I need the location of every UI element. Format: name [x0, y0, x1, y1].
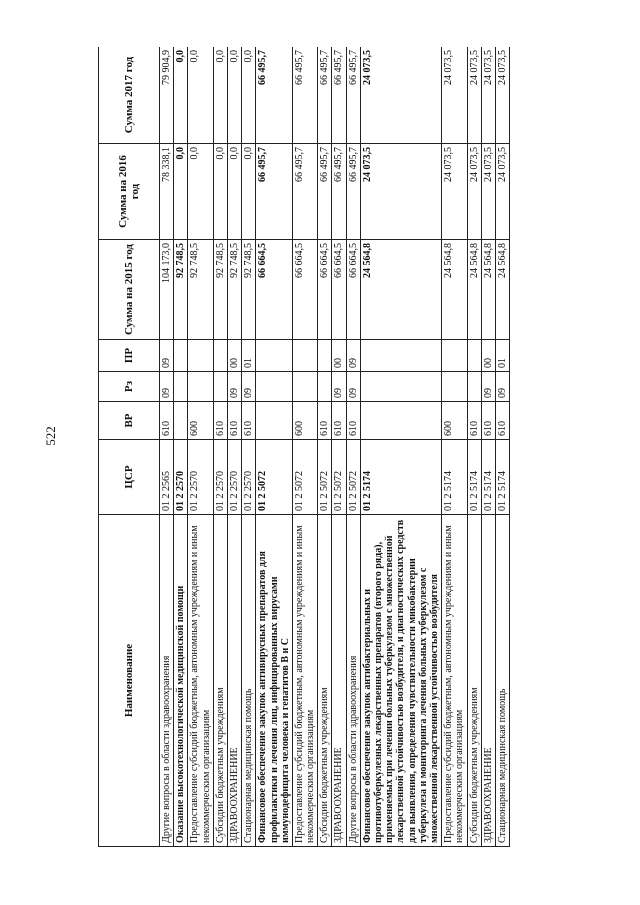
cell-rz [442, 372, 467, 402]
cell-rz [213, 372, 227, 402]
cell-rz [467, 372, 481, 402]
table-row [242, 47, 256, 847]
cell-pr: 00 [332, 340, 346, 372]
cell-sum-2017: 24 073,5 [442, 47, 467, 144]
cell-name: Другие вопросы в области здравоохранения [160, 515, 174, 847]
cell-name: Другие вопросы в области здравоохранения [346, 515, 360, 847]
cell-csr: 01 2 2570 [188, 440, 213, 515]
cell-rz [318, 372, 332, 402]
cell-sum-2015: 92 748,5 [227, 240, 241, 340]
cell-vr: 600 [292, 402, 317, 440]
cell-name: Стационарная медицинская помощь [495, 515, 509, 847]
cell-pr [188, 340, 213, 372]
cell-name: Предоставление субсидий бюджетным, автономным учреждениям и иным некоммерческим организациям [188, 515, 213, 847]
cell-sum-2016: 0,0 [227, 144, 241, 240]
cell-sum-2016: 66 495,7 [256, 144, 293, 240]
cell-sum-2015: 66 664,5 [346, 240, 360, 340]
cell-sum-2016: 0,0 [213, 144, 227, 240]
cell-vr: 610 [332, 402, 346, 440]
cell-sum-2016: 0,0 [188, 144, 213, 240]
table-row [292, 47, 317, 847]
cell-rz [256, 372, 293, 402]
header-vr: ВР [99, 402, 160, 440]
cell-rz: 09 [160, 372, 174, 402]
cell-sum-2015: 92 748,5 [242, 240, 256, 340]
cell-sum-2017: 0,0 [242, 47, 256, 144]
table-row [227, 47, 241, 847]
table-row [481, 47, 495, 847]
header-sum-2016: Сумма на 2016 год [99, 144, 160, 240]
cell-sum-2015: 24 564,8 [467, 240, 481, 340]
table-row [256, 47, 293, 847]
cell-name: ЗДРАВООХРАНЕНИЕ [227, 515, 241, 847]
cell-name: Предоставление субсидий бюджетным, автономным учреждениям и иным некоммерческим организациям [292, 515, 317, 847]
cell-vr: 610 [467, 402, 481, 440]
cell-sum-2015: 24 564,8 [360, 240, 441, 340]
cell-sum-2016: 0,0 [242, 144, 256, 240]
cell-csr: 01 2 5174 [442, 440, 467, 515]
table-row [174, 47, 188, 847]
cell-sum-2016: 24 073,5 [467, 144, 481, 240]
table-header-row [99, 47, 160, 847]
table-row [360, 47, 441, 847]
cell-rz: 09 [242, 372, 256, 402]
cell-csr: 01 2 2570 [227, 440, 241, 515]
cell-rz [188, 372, 213, 402]
header-sum-2017: Сумма 2017 год [99, 47, 160, 144]
cell-sum-2016: 66 495,7 [332, 144, 346, 240]
cell-csr: 01 2 5072 [346, 440, 360, 515]
cell-sum-2017: 24 073,5 [481, 47, 495, 144]
cell-sum-2016: 78 338,1 [160, 144, 174, 240]
cell-sum-2017: 0,0 [174, 47, 188, 144]
cell-vr: 600 [188, 402, 213, 440]
header-rz: Рз [99, 372, 160, 402]
rotated-page-content [98, 47, 583, 847]
header-sum-2015: Сумма на 2015 год [99, 240, 160, 340]
cell-pr: 01 [242, 340, 256, 372]
cell-csr: 01 2 5174 [467, 440, 481, 515]
cell-csr: 01 2 5072 [332, 440, 346, 515]
cell-name: Оказание высокотехнологической медицинской помощи [174, 515, 188, 847]
cell-csr: 01 2 5072 [256, 440, 293, 515]
cell-vr [256, 402, 293, 440]
cell-csr: 01 2 2570 [174, 440, 188, 515]
table-row [495, 47, 509, 847]
cell-rz: 09 [346, 372, 360, 402]
cell-csr: 01 2 2570 [242, 440, 256, 515]
cell-sum-2017: 66 495,7 [256, 47, 293, 144]
cell-pr: 00 [227, 340, 241, 372]
cell-vr: 610 [481, 402, 495, 440]
cell-csr: 01 2 5072 [292, 440, 317, 515]
cell-rz: 09 [227, 372, 241, 402]
cell-vr: 610 [227, 402, 241, 440]
cell-sum-2017: 66 495,7 [346, 47, 360, 144]
cell-name: Субсидии бюджетным учреждениям [467, 515, 481, 847]
cell-pr: 00 [481, 340, 495, 372]
cell-sum-2017: 79 904,9 [160, 47, 174, 144]
cell-sum-2016: 24 073,5 [442, 144, 467, 240]
cell-sum-2016: 24 073,5 [481, 144, 495, 240]
cell-vr [360, 402, 441, 440]
cell-rz: 09 [481, 372, 495, 402]
cell-name: ЗДРАВООХРАНЕНИЕ [332, 515, 346, 847]
table-row [332, 47, 346, 847]
cell-sum-2015: 66 664,5 [332, 240, 346, 340]
cell-sum-2015: 104 173,0 [160, 240, 174, 340]
cell-pr: 01 [495, 340, 509, 372]
table-row [318, 47, 332, 847]
header-pr: ПР [99, 340, 160, 372]
table-row [467, 47, 481, 847]
cell-sum-2016: 66 495,7 [292, 144, 317, 240]
cell-csr: 01 2 2565 [160, 440, 174, 515]
cell-sum-2017: 66 495,7 [318, 47, 332, 144]
table-body [160, 47, 510, 847]
cell-rz [360, 372, 441, 402]
cell-csr: 01 2 5072 [318, 440, 332, 515]
cell-vr: 610 [346, 402, 360, 440]
cell-sum-2015: 66 664,5 [256, 240, 293, 340]
cell-name: Субсидии бюджетным учреждениям [318, 515, 332, 847]
cell-vr: 610 [242, 402, 256, 440]
cell-name: ЗДРАВООХРАНЕНИЕ [481, 515, 495, 847]
cell-pr: 09 [346, 340, 360, 372]
cell-sum-2016: 66 495,7 [346, 144, 360, 240]
table-row [346, 47, 360, 847]
cell-vr: 610 [495, 402, 509, 440]
cell-sum-2017: 24 073,5 [360, 47, 441, 144]
cell-sum-2015: 92 748,5 [174, 240, 188, 340]
cell-csr: 01 2 5174 [360, 440, 441, 515]
cell-sum-2017: 66 495,7 [292, 47, 317, 144]
cell-sum-2015: 24 564,8 [442, 240, 467, 340]
cell-sum-2017: 0,0 [188, 47, 213, 144]
cell-rz: 09 [495, 372, 509, 402]
table-row [213, 47, 227, 847]
cell-pr [442, 340, 467, 372]
cell-sum-2015: 24 564,8 [495, 240, 509, 340]
cell-sum-2016: 0,0 [174, 144, 188, 240]
cell-pr [174, 340, 188, 372]
cell-csr: 01 2 5174 [495, 440, 509, 515]
budget-table-container [98, 47, 583, 847]
cell-name: Субсидии бюджетным учреждениям [213, 515, 227, 847]
cell-pr [360, 340, 441, 372]
table-row [442, 47, 467, 847]
cell-pr: 09 [160, 340, 174, 372]
cell-pr [467, 340, 481, 372]
cell-sum-2016: 24 073,5 [360, 144, 441, 240]
cell-sum-2015: 66 664,5 [292, 240, 317, 340]
cell-sum-2017: 0,0 [227, 47, 241, 144]
cell-vr: 610 [160, 402, 174, 440]
cell-pr [318, 340, 332, 372]
cell-rz [292, 372, 317, 402]
cell-sum-2017: 66 495,7 [332, 47, 346, 144]
table-row [160, 47, 174, 847]
cell-sum-2015: 92 748,5 [213, 240, 227, 340]
cell-rz [174, 372, 188, 402]
cell-name: Финансовое обеспечение закупок антивирусных препаратов для профилактики и лечения лиц, инфицированных вирусами иммунодефицита человека и гепатитов В и С [256, 515, 293, 847]
cell-pr [292, 340, 317, 372]
cell-csr: 01 2 5174 [481, 440, 495, 515]
cell-name: Стационарная медицинская помощь [242, 515, 256, 847]
header-name: Наименование [99, 515, 160, 847]
cell-sum-2016: 24 073,5 [495, 144, 509, 240]
cell-vr: 600 [442, 402, 467, 440]
cell-sum-2016: 66 495,7 [318, 144, 332, 240]
page-number: 522 [43, 426, 58, 446]
table-row [188, 47, 213, 847]
cell-pr [213, 340, 227, 372]
cell-name: Предоставление субсидий бюджетным, автономным учреждениям и иным некоммерческим организациям [442, 515, 467, 847]
cell-sum-2017: 24 073,5 [495, 47, 509, 144]
cell-vr: 610 [213, 402, 227, 440]
budget-table [98, 47, 510, 847]
cell-vr [174, 402, 188, 440]
cell-name: Финансовое обеспечение закупок антибактериальных и противотуберкулезных лекарственных препаратов (второго ряда), применяемых при лечении больных туберкулезом с множественной лекарственной устойчивостью возбудителя, и диагностических средств для выявления, определения чувствительности микобактерии туберкулеза и мониторинга лечения больных туберкулезом с множественной лекарственной устойчивостью возбудителя [360, 515, 441, 847]
cell-sum-2017: 0,0 [213, 47, 227, 144]
cell-sum-2015: 24 564,8 [481, 240, 495, 340]
cell-csr: 01 2 2570 [213, 440, 227, 515]
cell-pr [256, 340, 293, 372]
cell-sum-2015: 66 664,5 [318, 240, 332, 340]
header-csr: ЦСР [99, 440, 160, 515]
cell-vr: 610 [318, 402, 332, 440]
cell-rz: 09 [332, 372, 346, 402]
cell-sum-2017: 24 073,5 [467, 47, 481, 144]
cell-sum-2015: 92 748,5 [188, 240, 213, 340]
